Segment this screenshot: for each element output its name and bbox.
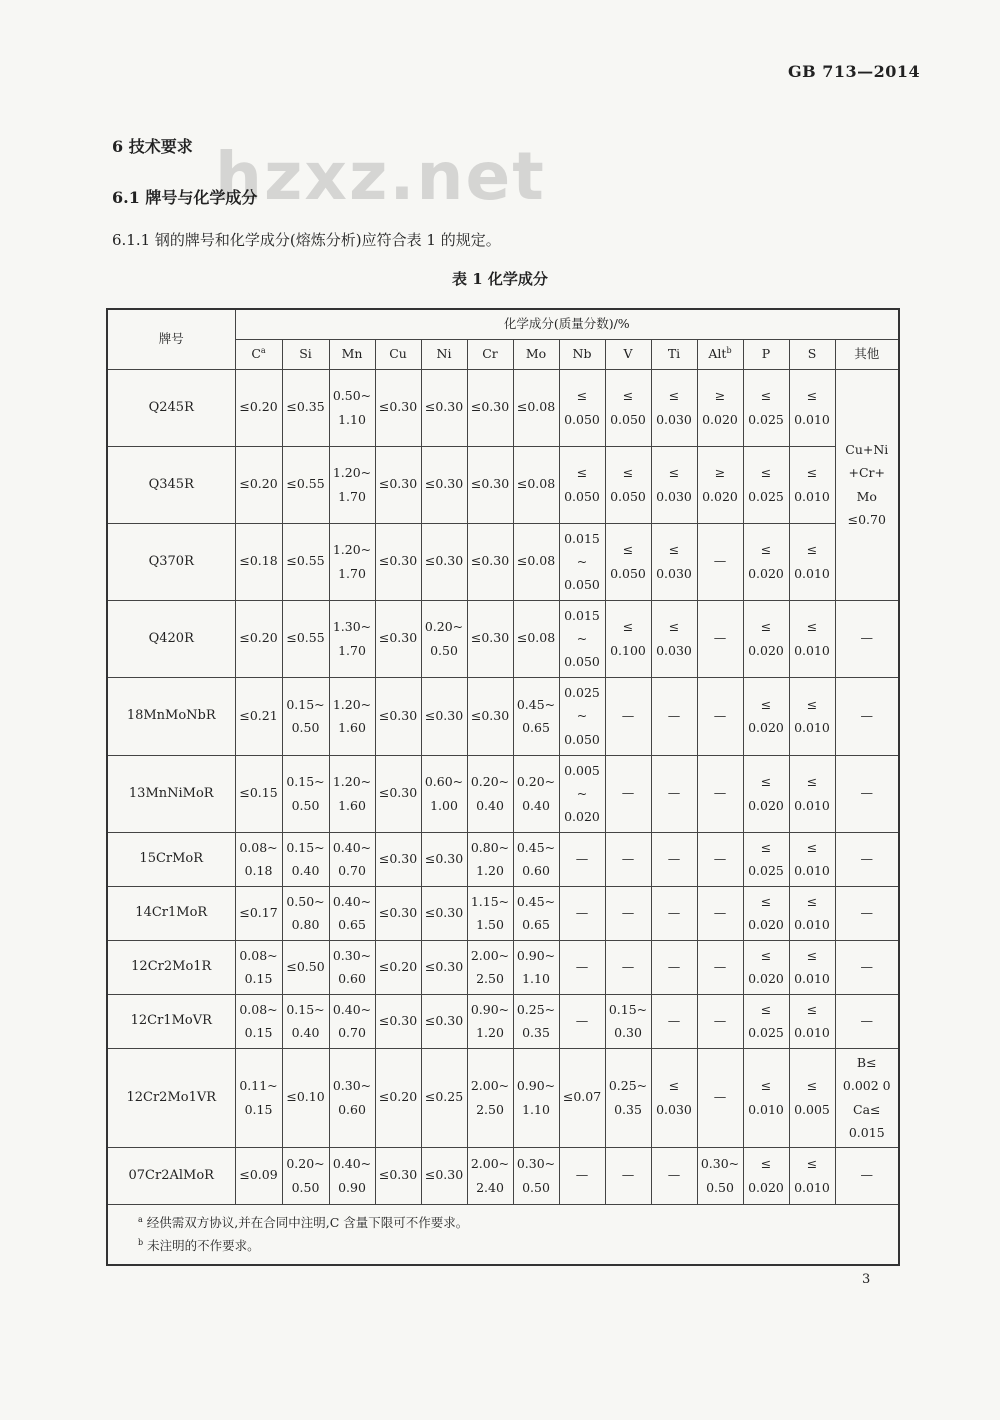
value-cell: 0.25~ 0.35 bbox=[605, 1048, 651, 1147]
grade-cell: Q245R bbox=[107, 369, 235, 446]
column-header: P bbox=[743, 339, 789, 369]
value-cell: ≤ 0.010 bbox=[789, 369, 835, 446]
grade-cell: Q370R bbox=[107, 523, 235, 600]
value-cell: 0.08~ 0.18 bbox=[235, 832, 282, 886]
clause-paragraph: 6.1.1 钢的牌号和化学成分(熔炼分析)应符合表 1 的规定。 bbox=[112, 231, 501, 249]
value-cell: 1.20~ 1.60 bbox=[329, 677, 375, 755]
value-cell: ≤0.25 bbox=[421, 1048, 467, 1147]
grade-cell: 14Cr1MoR bbox=[107, 886, 235, 940]
value-cell: — bbox=[651, 677, 697, 755]
chemical-composition-table bbox=[106, 308, 900, 1266]
footnote-marker: b bbox=[726, 345, 732, 355]
value-cell: ≤ 0.050 bbox=[559, 369, 605, 446]
table-row bbox=[107, 600, 899, 677]
value-cell: — bbox=[605, 940, 651, 994]
value-cell: — bbox=[559, 886, 605, 940]
value-cell: — bbox=[697, 1048, 743, 1147]
value-cell: 1.20~ 1.70 bbox=[329, 523, 375, 600]
other-cell: B≤ 0.002 0 Ca≤ 0.015 bbox=[835, 1048, 899, 1147]
value-cell: 0.50~ 1.10 bbox=[329, 369, 375, 446]
value-cell: ≤0.50 bbox=[282, 940, 329, 994]
value-cell: 0.45~ 0.65 bbox=[513, 886, 559, 940]
value-cell: ≤ 0.020 bbox=[743, 600, 789, 677]
value-cell: 0.90~ 1.10 bbox=[513, 1048, 559, 1147]
table-row bbox=[107, 369, 899, 446]
value-cell: ≤0.20 bbox=[375, 1048, 421, 1147]
value-cell: ≤ 0.050 bbox=[559, 446, 605, 523]
value-cell: 0.80~ 1.20 bbox=[467, 832, 513, 886]
value-cell: ≤ 0.100 bbox=[605, 600, 651, 677]
value-cell: — bbox=[605, 886, 651, 940]
other-cell: — bbox=[835, 832, 899, 886]
value-cell: ≤ 0.025 bbox=[743, 832, 789, 886]
value-cell: ≤0.55 bbox=[282, 523, 329, 600]
value-cell: ≥ 0.020 bbox=[697, 369, 743, 446]
value-cell: — bbox=[697, 600, 743, 677]
value-cell: — bbox=[697, 755, 743, 832]
value-cell: ≤0.30 bbox=[421, 994, 467, 1048]
footnote-marker: a bbox=[260, 345, 266, 355]
grade-cell: Q345R bbox=[107, 446, 235, 523]
value-cell: ≤0.30 bbox=[421, 523, 467, 600]
value-cell: ≤0.08 bbox=[513, 446, 559, 523]
value-cell: 2.00~ 2.50 bbox=[467, 940, 513, 994]
value-cell: 0.025 ~ 0.050 bbox=[559, 677, 605, 755]
value-cell: ≤ 0.020 bbox=[743, 1147, 789, 1204]
grade-header: 牌号 bbox=[107, 309, 235, 369]
value-cell: 0.30~ 0.50 bbox=[513, 1147, 559, 1204]
grade-cell: 18MnMoNbR bbox=[107, 677, 235, 755]
grade-cell: 12Cr2Mo1VR bbox=[107, 1048, 235, 1147]
value-cell: 0.15~ 0.30 bbox=[605, 994, 651, 1048]
value-cell: — bbox=[651, 1147, 697, 1204]
value-cell: 0.90~ 1.20 bbox=[467, 994, 513, 1048]
value-cell: ≤0.10 bbox=[282, 1048, 329, 1147]
standard-number: GB 713—2014 bbox=[788, 62, 921, 81]
value-cell: ≥ 0.020 bbox=[697, 446, 743, 523]
value-cell: ≤ 0.010 bbox=[743, 1048, 789, 1147]
value-cell: ≤0.30 bbox=[467, 600, 513, 677]
value-cell: ≤0.55 bbox=[282, 446, 329, 523]
watermark: hzxz.net bbox=[215, 138, 546, 215]
page-number: 3 bbox=[862, 1272, 871, 1287]
value-cell: ≤ 0.030 bbox=[651, 369, 697, 446]
other-cell: — bbox=[835, 755, 899, 832]
composition-group-header: 化学成分(质量分数)/% bbox=[235, 309, 899, 339]
value-cell: ≤ 0.020 bbox=[743, 677, 789, 755]
value-cell: ≤ 0.010 bbox=[789, 523, 835, 600]
column-header: Si bbox=[282, 339, 329, 369]
value-cell: 1.15~ 1.50 bbox=[467, 886, 513, 940]
value-cell: ≤ 0.020 bbox=[743, 886, 789, 940]
value-cell: ≤ 0.025 bbox=[743, 446, 789, 523]
value-cell: ≤ 0.010 bbox=[789, 446, 835, 523]
value-cell: ≤ 0.005 bbox=[789, 1048, 835, 1147]
value-cell: ≤0.30 bbox=[375, 886, 421, 940]
other-cell: — bbox=[835, 600, 899, 677]
value-cell: ≤0.30 bbox=[421, 1147, 467, 1204]
value-cell: — bbox=[559, 994, 605, 1048]
value-cell: — bbox=[651, 940, 697, 994]
value-cell: ≤0.30 bbox=[421, 369, 467, 446]
value-cell: ≤ 0.010 bbox=[789, 940, 835, 994]
merged-other-cell: Cu+Ni +Cr+ Mo ≤0.70 bbox=[835, 369, 899, 600]
value-cell: 0.25~ 0.35 bbox=[513, 994, 559, 1048]
table-row bbox=[107, 755, 899, 832]
value-cell: 0.40~ 0.70 bbox=[329, 832, 375, 886]
value-cell: ≤0.20 bbox=[235, 600, 282, 677]
value-cell: 0.015 ~ 0.050 bbox=[559, 523, 605, 600]
value-cell: ≤0.17 bbox=[235, 886, 282, 940]
value-cell: ≤ 0.020 bbox=[743, 755, 789, 832]
value-cell: 0.45~ 0.65 bbox=[513, 677, 559, 755]
value-cell: ≤0.20 bbox=[235, 446, 282, 523]
value-cell: 0.15~ 0.50 bbox=[282, 755, 329, 832]
other-cell: — bbox=[835, 1147, 899, 1204]
other-cell: — bbox=[835, 677, 899, 755]
value-cell: ≤ 0.050 bbox=[605, 523, 651, 600]
value-cell: 0.30~ 0.50 bbox=[697, 1147, 743, 1204]
column-header: $C^a$ bbox=[235, 339, 282, 369]
value-cell: ≤0.08 bbox=[513, 600, 559, 677]
value-cell: ≤ 0.010 bbox=[789, 600, 835, 677]
value-cell: ≤0.35 bbox=[282, 369, 329, 446]
footnote-marker: b bbox=[138, 1238, 144, 1248]
value-cell: ≤0.15 bbox=[235, 755, 282, 832]
table-row bbox=[107, 1048, 899, 1147]
value-cell: ≤ 0.020 bbox=[743, 523, 789, 600]
subsection-heading: 6.1 牌号与化学成分 bbox=[112, 188, 258, 207]
column-header: Ni bbox=[421, 339, 467, 369]
other-cell: — bbox=[835, 994, 899, 1048]
value-cell: ≤0.18 bbox=[235, 523, 282, 600]
value-cell: — bbox=[605, 677, 651, 755]
grade-cell: 07Cr2AlMoR bbox=[107, 1147, 235, 1204]
value-cell: 0.40~ 0.70 bbox=[329, 994, 375, 1048]
value-cell: 1.30~ 1.70 bbox=[329, 600, 375, 677]
grade-cell: 12Cr2Mo1R bbox=[107, 940, 235, 994]
value-cell: 0.90~ 1.10 bbox=[513, 940, 559, 994]
value-cell: ≤ 0.010 bbox=[789, 755, 835, 832]
value-cell: — bbox=[605, 755, 651, 832]
value-cell: — bbox=[697, 994, 743, 1048]
value-cell: 0.015 ~ 0.050 bbox=[559, 600, 605, 677]
value-cell: ≤ 0.010 bbox=[789, 677, 835, 755]
value-cell: 0.30~ 0.60 bbox=[329, 1048, 375, 1147]
value-cell: 0.20~ 0.50 bbox=[282, 1147, 329, 1204]
column-header: 其他 bbox=[835, 339, 899, 369]
footnote-marker: a bbox=[138, 1214, 143, 1224]
value-cell: 2.00~ 2.50 bbox=[467, 1048, 513, 1147]
value-cell: ≤0.30 bbox=[421, 832, 467, 886]
value-cell: — bbox=[651, 994, 697, 1048]
table-row bbox=[107, 677, 899, 755]
value-cell: ≤0.30 bbox=[421, 446, 467, 523]
value-cell: ≤0.30 bbox=[375, 600, 421, 677]
value-cell: ≤0.30 bbox=[375, 523, 421, 600]
value-cell: — bbox=[605, 1147, 651, 1204]
value-cell: ≤ 0.050 bbox=[605, 446, 651, 523]
value-cell: ≤0.08 bbox=[513, 523, 559, 600]
value-cell: — bbox=[651, 832, 697, 886]
value-cell: 0.40~ 0.65 bbox=[329, 886, 375, 940]
value-cell: 0.20~ 0.40 bbox=[467, 755, 513, 832]
table-row bbox=[107, 523, 899, 600]
value-cell: ≤0.30 bbox=[375, 994, 421, 1048]
column-header: Cr bbox=[467, 339, 513, 369]
value-cell: — bbox=[697, 677, 743, 755]
table-row bbox=[107, 832, 899, 886]
value-cell: 1.20~ 1.60 bbox=[329, 755, 375, 832]
table-row bbox=[107, 886, 899, 940]
value-cell: 0.15~ 0.40 bbox=[282, 994, 329, 1048]
value-cell: ≤0.30 bbox=[375, 1147, 421, 1204]
value-cell: ≤0.20 bbox=[235, 369, 282, 446]
value-cell: ≤0.30 bbox=[375, 832, 421, 886]
value-cell: 0.40~ 0.90 bbox=[329, 1147, 375, 1204]
table-caption: 表 1 化学成分 bbox=[452, 270, 548, 288]
value-cell: 0.60~ 1.00 bbox=[421, 755, 467, 832]
value-cell: 0.08~ 0.15 bbox=[235, 940, 282, 994]
section-heading: 6 技术要求 bbox=[112, 137, 193, 156]
value-cell: ≤0.30 bbox=[375, 677, 421, 755]
value-cell: ≤0.30 bbox=[467, 523, 513, 600]
value-cell: ≤ 0.025 bbox=[743, 994, 789, 1048]
column-header: V bbox=[605, 339, 651, 369]
grade-cell: Q420R bbox=[107, 600, 235, 677]
value-cell: — bbox=[559, 1147, 605, 1204]
table-row bbox=[107, 446, 899, 523]
grade-cell: 15CrMoR bbox=[107, 832, 235, 886]
value-cell: ≤0.09 bbox=[235, 1147, 282, 1204]
grade-cell: 13MnNiMoR bbox=[107, 755, 235, 832]
value-cell: ≤0.30 bbox=[421, 940, 467, 994]
value-cell: — bbox=[697, 940, 743, 994]
column-header: S bbox=[789, 339, 835, 369]
value-cell: 0.30~ 0.60 bbox=[329, 940, 375, 994]
value-cell: 2.00~ 2.40 bbox=[467, 1147, 513, 1204]
value-cell: ≤ 0.025 bbox=[743, 369, 789, 446]
value-cell: ≤0.30 bbox=[375, 369, 421, 446]
value-cell: ≤ 0.010 bbox=[789, 886, 835, 940]
table-row bbox=[107, 994, 899, 1048]
value-cell: ≤0.07 bbox=[559, 1048, 605, 1147]
column-header: Mo bbox=[513, 339, 559, 369]
value-cell: — bbox=[559, 940, 605, 994]
value-cell: — bbox=[697, 523, 743, 600]
value-cell: ≤0.20 bbox=[375, 940, 421, 994]
value-cell: ≤ 0.020 bbox=[743, 940, 789, 994]
value-cell: ≤ 0.030 bbox=[651, 523, 697, 600]
column-header: Alt$^b$ bbox=[697, 339, 743, 369]
value-cell: 1.20~ 1.70 bbox=[329, 446, 375, 523]
value-cell: 0.08~ 0.15 bbox=[235, 994, 282, 1048]
grade-cell: 12Cr1MoVR bbox=[107, 994, 235, 1048]
value-cell: — bbox=[605, 832, 651, 886]
value-cell: — bbox=[559, 832, 605, 886]
value-cell: ≤ 0.010 bbox=[789, 832, 835, 886]
value-cell: ≤0.21 bbox=[235, 677, 282, 755]
value-cell: ≤0.30 bbox=[375, 755, 421, 832]
value-cell: 0.11~ 0.15 bbox=[235, 1048, 282, 1147]
column-header: Ti bbox=[651, 339, 697, 369]
value-cell: ≤ 0.010 bbox=[789, 994, 835, 1048]
value-cell: — bbox=[697, 886, 743, 940]
value-cell: — bbox=[697, 832, 743, 886]
table-row bbox=[107, 940, 899, 994]
value-cell: ≤ 0.030 bbox=[651, 1048, 697, 1147]
value-cell: 0.15~ 0.40 bbox=[282, 832, 329, 886]
value-cell: ≤ 0.050 bbox=[605, 369, 651, 446]
value-cell: — bbox=[651, 755, 697, 832]
table-footnotes: $^a$ 经供需双方协议,并在合同中注明,C 含量下限可不作要求。 $^b$ 未注明的不作要求。 bbox=[107, 1204, 899, 1265]
value-cell: 0.15~ 0.50 bbox=[282, 677, 329, 755]
value-cell: — bbox=[651, 886, 697, 940]
value-cell: ≤0.30 bbox=[375, 446, 421, 523]
value-cell: ≤ 0.010 bbox=[789, 1147, 835, 1204]
other-cell: — bbox=[835, 886, 899, 940]
value-cell: 0.50~ 0.80 bbox=[282, 886, 329, 940]
value-cell: ≤0.30 bbox=[421, 886, 467, 940]
column-header: Mn bbox=[329, 339, 375, 369]
column-header: Nb bbox=[559, 339, 605, 369]
column-header: Cu bbox=[375, 339, 421, 369]
value-cell: ≤ 0.030 bbox=[651, 446, 697, 523]
value-cell: ≤0.30 bbox=[421, 677, 467, 755]
value-cell: ≤0.30 bbox=[467, 369, 513, 446]
table-row bbox=[107, 1147, 899, 1204]
other-cell: — bbox=[835, 940, 899, 994]
value-cell: 0.45~ 0.60 bbox=[513, 832, 559, 886]
value-cell: 0.005 ~ 0.020 bbox=[559, 755, 605, 832]
value-cell: ≤ 0.030 bbox=[651, 600, 697, 677]
value-cell: ≤0.55 bbox=[282, 600, 329, 677]
value-cell: ≤0.30 bbox=[467, 446, 513, 523]
value-cell: 0.20~ 0.40 bbox=[513, 755, 559, 832]
value-cell: ≤0.08 bbox=[513, 369, 559, 446]
value-cell: 0.20~ 0.50 bbox=[421, 600, 467, 677]
value-cell: ≤0.30 bbox=[467, 677, 513, 755]
